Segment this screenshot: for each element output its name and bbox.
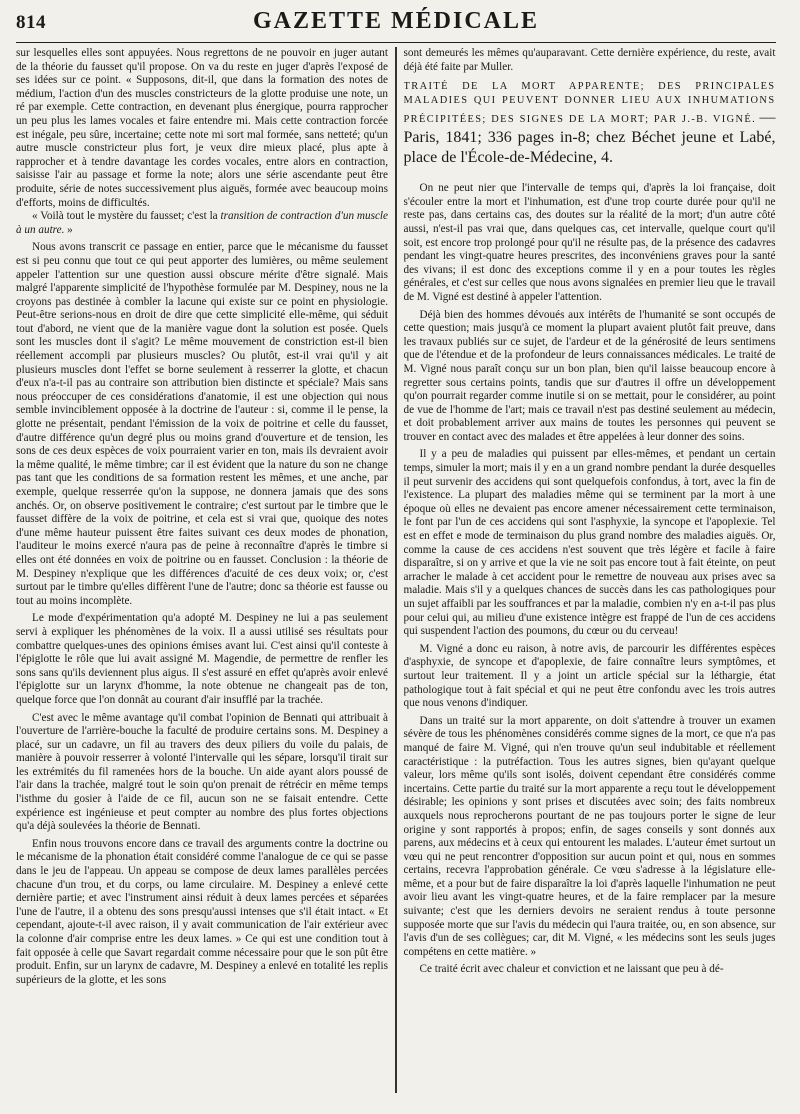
quote-close: » [64, 223, 73, 236]
page-header [16, 6, 776, 43]
journal-title: GAZETTE MÉDICALE [252, 8, 540, 34]
paragraph: Dans un traité sur la mort apparente, on doit s'attendre à trouver un examen sévère de tous les phénomènes considérés comme signes de la mort, ce que n'a pas manqué de faire M. Vigné, qui n'en trouve qu'un seul indubitable et réellement caractéristique : la putréfaction. Tous les autres signes, bien qu'ayant quelque valeur, lors même qu'ils sont isolés, doivent cependant être considérés comme incertains. Cette partie du traité sur la mort apparente a reçu tout le développement désirable; les opinions y sont prises et discutées avec soin; des faits nombreux auxquels nous reprocherons pourtant de ne pas toujours porter le signe de leur origine y sont rapportés à propos; enfin, de sages conseils y sont donnés aux parens, aux médecins et à ceux qui entourent les malades. L'auteur émet surtout un vœu qui ne peut rencontrer d'opposition sur aucun point et qui, nous en sommes certains, recevra l'approbation générale. Ce vœu s'adresse à la législature elle-même, et a pour but de faire disparaître la loi d'après laquelle l'inhumation ne peut avoir lieu avant les vingt-quatre heures, et de la faire remplacer par la mesure suivante; c'est que les derniers devoirs ne seraient rendus à toute personne supposée morte que sur l'avis du médecin qui l'aura traitée, ou, en son absence, sur l'avis d'un de ses collègues; car, dit M. Vigné, « les médecins sont les seuls juges compétens en cette matière. » [403, 714, 776, 958]
newspaper-page [16, 6, 776, 1096]
text-columns [16, 47, 776, 1093]
left-column [16, 47, 388, 1093]
paragraph: Déjà bien des hommes dévoués aux intérêts de l'humanité se sont occupés de cette question; mais jusqu'à ce moment la plupart avaient plutôt fait preuve, dans les travaux publiés sur ce sujet, de l'ardeur et de la générosité de leurs sentimens que de l'étendue et de la profondeur de leurs connaissances médicales. Le traité de M. Vigné nous paraît conçu sur un bon plan, bien qu'il laisse beaucoup encore à regretter sous certains points, tandis que sur d'autres il offre un développement qu'on pourrait regarder comme inutile si on se mettait, pour le considérer, au point de vue de l'homme de l'art; mais ce travail n'est pas destiné seulement au médecin, et doit probablement arriver aux mains de toutes les personnes qui peuvent se trouver en contact avec des malades et être appelées à leur donner des soins. [403, 308, 776, 443]
column-divider [395, 47, 397, 1093]
right-column [404, 47, 776, 1093]
book-review-heading [404, 80, 776, 168]
paragraph: Le mode d'expérimentation qu'a adopté M. Despiney ne lui a pas seulement servi à expliquer les phénomènes de la voix. Il a aussi utilisé ses résultats pour combattre quelques-unes des opinions émises avant lui. C'est ainsi qu'il conteste à l'épiglotte le rôle que lui avait assigné M. Magendie, de permettre de renfler les sons sans qu'ils deviennent plus aigus. Il s'est assuré en effet qu'après avoir enlevé l'épiglotte sur un larynx d'homme, la note obtenue ne changeait pas de ton, quelque force que l'on donnât au courant d'air insufflé par la trachée. [16, 612, 388, 706]
paragraph: M. Vigné a donc eu raison, à notre avis, de parcourir les différentes espèces d'asphyxie, de syncope et d'apoplexie, de faire connaître leurs symptômes, et surtout leur traitement. Il y a joint un article spécial sur la léthargie, état pathologique tout à fait spécial et qui ne peut être confondu avec les trois autres que nous venons d'indiquer. [403, 642, 776, 710]
paragraph: Il y a peu de maladies qui puissent par elles-mêmes, et pendant un certain temps, simuler la mort; mais il y en a un grand nombre pendant la durée desquelles il peut survenir des accidens qui sont quelquefois confondus, à tort, avec la fin de l'existence. La plupart des maladies même qui se terminent par la mort à une époque où elles ne devaient pas encore amener nécessairement cette terminaison, le font par l'un de ces accidens qui sont l'asphyxie, la syncope et l'apoplexie. Tel est en effet e mode de terminaison du plus grand nombre des maladies aiguës. Or, comme la cause de ces accidens n'est souvent que très légère et facile à faire disparaître, si on y arrive et que la vie ne soit pas encore tout à fait éteinte, on peut arracher le malade à cet accident pour le remettre de nouveau aux prises avec sa maladie. Mais s'il y a quelques chances de succès dans les cas pathologiques pour un sujet affaibli par les souffrances et par la maladie, combien n'y en a-t-il pas plus pour celui qui, au milieu d'une existence intègre est frappé de l'un de ces accidens qui suspendent l'action des poumons, du cœur ou du cerveau! [403, 448, 776, 638]
page-number: 814 [16, 12, 46, 33]
paragraph-quote [16, 210, 388, 237]
quote-italic: transition de contraction d'un muscle à un autre. [16, 210, 388, 236]
paragraph: sont demeurés les mêmes qu'auparavant. Cette dernière expérience, du reste, avait déjà été faite par Muller. [403, 47, 776, 73]
paragraph: Nous avons transcrit ce passage en entier, parce que le mécanisme du fausset est si peu connu que tout ce qui peut apporter des lumières, ou même seulement appeler l'attention sur une question aussi obscure mérite d'être signalé. Mais malgré l'apparente simplicité de l'hypothèse formulée par M. Despiney, nous ne la croyons pas destinée à combler la lacune qui existe sur ce point en physiologie. Peut-être serions-nous en droit de dire que cette simplicité elle-même, qui séduit tout d'abord, ne vient que de la manière vague dont la solution est posée. Quels sont les muscles dont il s'agit? Le même mouvement de constriction est-il bien réellement accompli par plusieurs muscles? Ou plutôt, est-il vrai qu'il y ait plusieurs muscles dont l'effet se borne seulement à resserrer la glotte, et chacun d'eux n'a-t-il pas au contraire son attribution bien distincte et spéciale? Mais sans nous préoccuper de ces considérations d'anatomie, il est une objection qui nous semble invinciblement opposée à la doctrine de l'auteur : si, comme il le pense, la glotte ne présentait, pendant l'émission de la voix de poitrine et celle du fausset, d'autre différence qu'un degré plus ou moins grand d'ouverture et de tension, les sons de ces deux espèces de voix pourraient varier en ton, mais ils devraient avoir la même qualité, le même timbre; car il est évident que la nature du son ne change pas tant que les conditions de sa formation restent les mêmes, et une anche, par exemple, quelque resserrée qu'on la suppose, ne donnera jamais que des sons anchés. Or, on observe positivement le contraire; c'est surtout par le timbre que le fausset diffère de la voix de poitrine, et cela est si vrai que, quoique des notes d'une même hauteur puissent être faites suivant ces deux modes de phonation, l'auditeur le moins exercé n'aura pas de peine à reconnaître d'après le timbre si elles ont été données en voix de poitrine ou en fausset. Conclusion : la théorie de M. Despiney n'explique que les différences d'acuité de ces deux voix; or, c'est surtout par le timbre qu'elles diffèrent l'une de l'autre; donc sa théorie est fausse ou tout au moins incomplète. [16, 241, 388, 607]
paragraph: sur lesquelles elles sont appuyées. Nous regrettons de ne pouvoir en juger autant de la théorie du fausset qu'il propose. On va du reste en juger d'après l'exposé de ses idées sur ce point. « Supposons, dit-il, que dans la formation des notes de médium, l'action d'un des muscles constricteurs de la glotte produise une note, un ré par exemple. Cette contraction, en devenant plus énergique, pourra rapprocher un peu plus les lames vocales et faire entendre mi. Mais cette contraction forcée est inégale, peu sûre, incertaine; cette note mi sort mal formée, sans netteté; qu'un autre muscle constricteur plus fort, je veux dire mieux placé, plus apte à rapprocher et à tendre davantage les cordes vocales, entre alors en contraction, saisisse l'air au passage et forme la note; alors une série ascendante peut être produite, série de notes successivement plus aiguës, formée avec beaucoup moins d'efforts, moins de difficultés. [16, 47, 388, 209]
paragraph: C'est avec le même avantage qu'il combat l'opinion de Bennati qui attribuait à l'ouverture de l'arrière-bouche la faculté de produire certains sons. M. Despiney a placé, sur un cadavre, un fil au travers des deux piliers du voile du palais, de manière à pouvoir resserrer à volonté l'intervalle qui les sépare, lorsqu'il tirait sur les extrémités du fil ramenées hors de la bouche. Un aide ayant alors poussé de l'air dans la trachée, malgré tout le soin qu'on prenait de rétrécir en même temps l'isthme du gosier à l'aide de ce fil, aucun son ne se faisait entendre. Cette expérience est ingénieuse et peut compter au nombre des plus fortes objections qu'a déjà soulevées la théorie de Bennati. [16, 711, 388, 833]
review-title: TRAITÉ DE LA MORT APPARENTE; DES PRINCIPALES MALADIES QUI PEUVENT DONNER LIEU AUX INHUMATIONS PRÉCIPITÉES; DES SIGNES DE LA MORT; PAR J.-B. VIGNÉ. [403, 81, 776, 126]
paragraph: On ne peut nier que l'intervalle de temps qui, d'après la loi française, doit s'écouler entre la mort et l'inhumation, est d'une trop courte durée pour qu'il ne reste pas, dans certains cas, des doutes sur la réalité de la mort; d'un autre côté aussi, n'est-il pas vrai que, dans quelques cas, cet intervalle, quelque court qu'il soit, est encore trop prolongé pour qu'il ne résulte pas, de la présence des cadavres pendant les vingt-quatre heures prescrites, des inconvéniens graves pour la santé des vivans; il est donc des exceptions comme il y en a pour toutes les règles générales, et c'est sur celles que nous avons signalées en premier lieu que le travail de M. Vigné est destiné à appeler l'attention. [403, 182, 776, 303]
paragraph: Enfin nous trouvons encore dans ce travail des arguments contre la doctrine ou le mécanisme de la phonation était considéré comme l'analogue de ce qui se passe dans le jeu de l'appeau. Un appeau se compose de deux lames parallèles percées chacune d'un trou, et du corps, ou lame circulaire. M. Despiney a enlevé cette dernière partie; et avec l'instrument ainsi réduit à deux lames percées et séparées l'une de l'autre, il a obtenu des sons presqu'aussi intenses que s'il était intact. « Et cependant, ajoute-t-il avec raison, il y avait communication de l'air extérieur avec la colonne d'air comprise entre les deux lames. » Ce qui est une condition tout à fait opposée à celle que Savart regardait comme nécessaire pour que le son pût être produit. Enfin, sur un larynx de cadavre, M. Despiney a enlevé en totalité les replis supérieurs de la glotte, et les sons [16, 837, 388, 986]
quote-text: « Voilà tout le mystère du fausset; c'est la [32, 210, 221, 223]
review-publication-info: — Paris, 1841; 336 pages in-8; chez Béchet jeune et Labé, place de l'École-de-Médecine, 4. [403, 109, 776, 167]
paragraph: Ce traité écrit avec chaleur et conviction et ne laissant que peu à dé- [419, 963, 724, 976]
